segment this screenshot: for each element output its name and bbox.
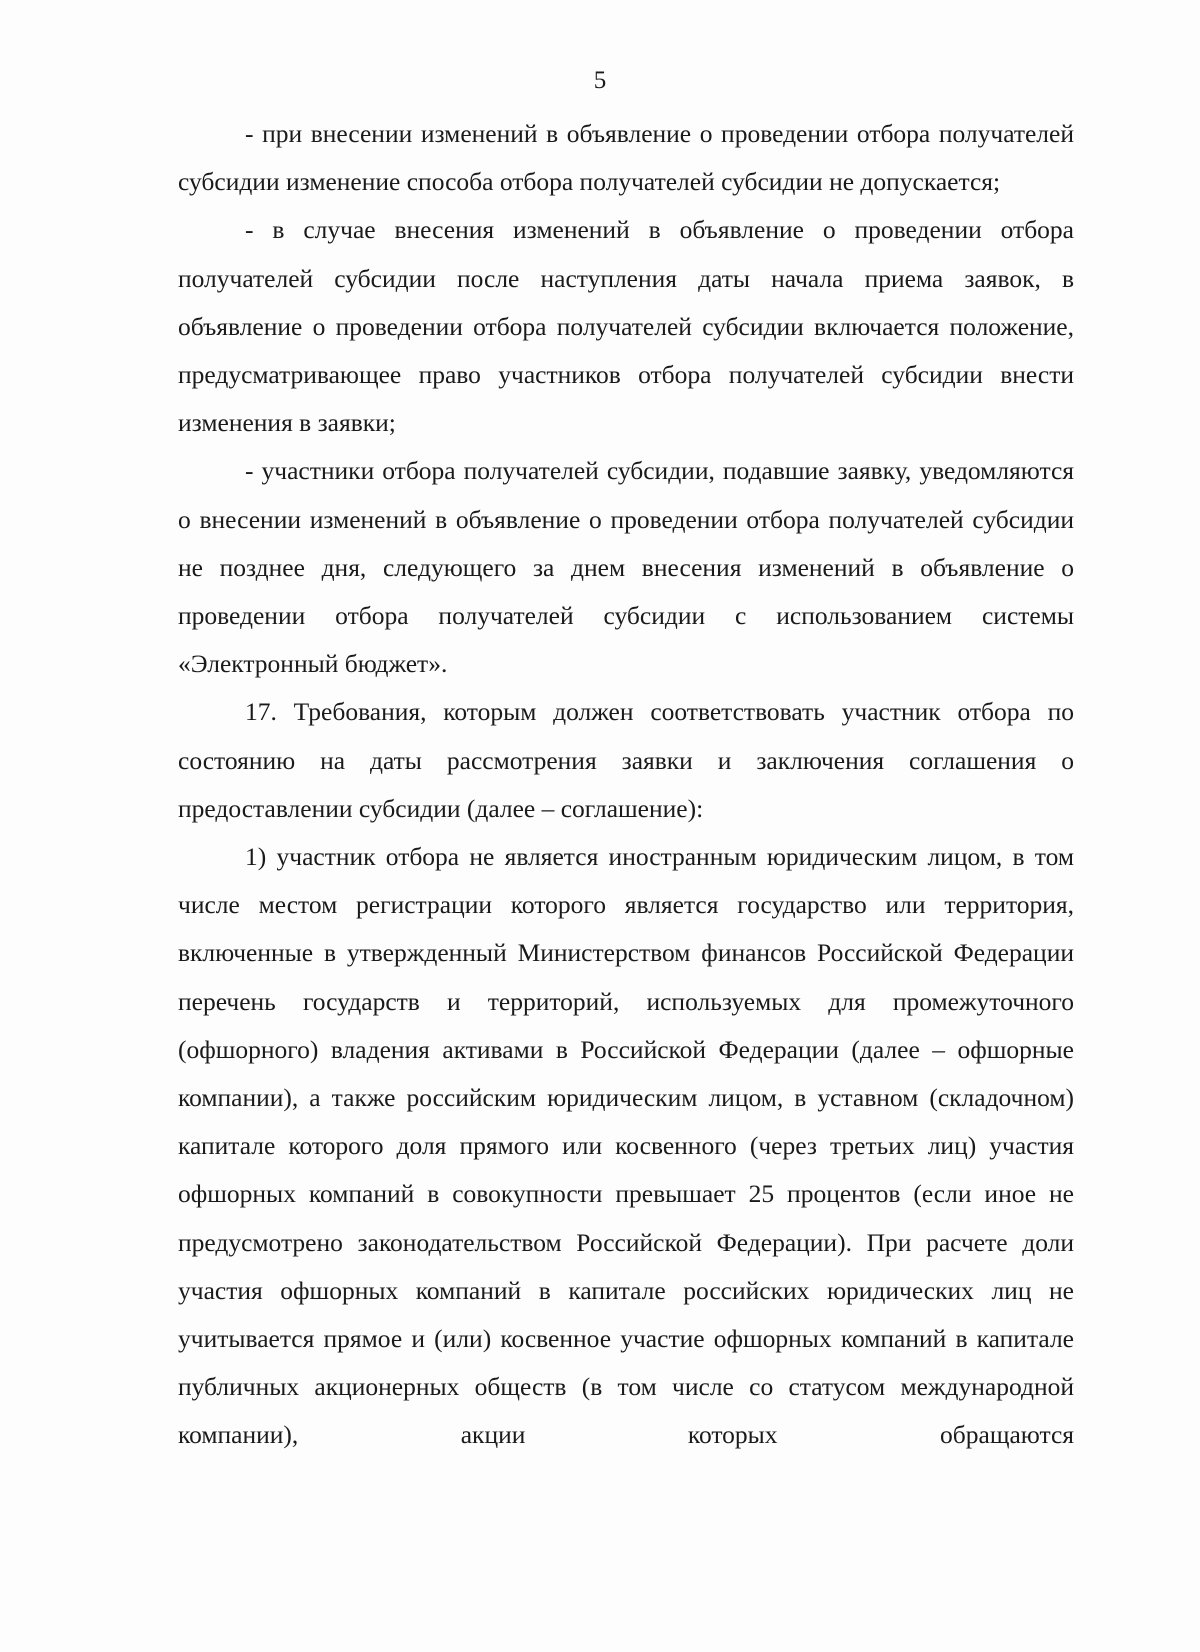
paragraph-2: - в случае внесения изменений в объявление о проведении отбора получателей субсидии после наступления даты начала приема заявок, в объявление о проведении отбора получателей субсидии включается положение, предусматривающее право участников отбора получателей субсидии внести изменения в заявки;	[178, 215, 1074, 438]
paragraph-5: 1) участник отбора не является иностранным юридическим лицом, в том числе местом регистрации которого является государство или территория, включенные в утвержденный Министерством финансов Российской Федерации перечень государств и территорий, используемых для промежуточного (офшорного) владения активами в Российской Федерации (далее – офшорные компании), а также российским юридическим лицом, в уставном (складочном) капитале которого доля прямого или косвенного (через третьих лиц) участия офшорных компаний в совокупности превышает 25 процентов (если иное не предусмотрено законодательством Российской Федерации). При расчете доли участия офшорных компаний в капитале российских юридических лиц не учитывается прямое и (или) косвенное участие офшорных компаний в капитале публичных акционерных обществ (в том числе со статусом международной компании), акции которых обращаются	[178, 842, 1074, 1450]
body-text	[178, 110, 1074, 1460]
paragraph-4: 17. Требования, которым должен соответствовать участник отбора по состоянию на даты рассмотрения заявки и заключения соглашения о предоставлении субсидии (далее – соглашение):	[178, 697, 1074, 823]
paragraph-1: - при внесении изменений в объявление о проведении отбора получателей субсидии изменение способа отбора получателей субсидии не допускается;	[178, 119, 1074, 197]
page-number: 5	[593, 67, 607, 94]
paragraph-3: - участники отбора получателей субсидии, подавшие заявку, уведомляются о внесении изменений в объявление о проведении отбора получателей субсидии не позднее дня, следующего за днем внесения изменений в объявление о проведении отбора получателей субсидии с использованием системы «Электронный бюджет».	[178, 456, 1074, 679]
